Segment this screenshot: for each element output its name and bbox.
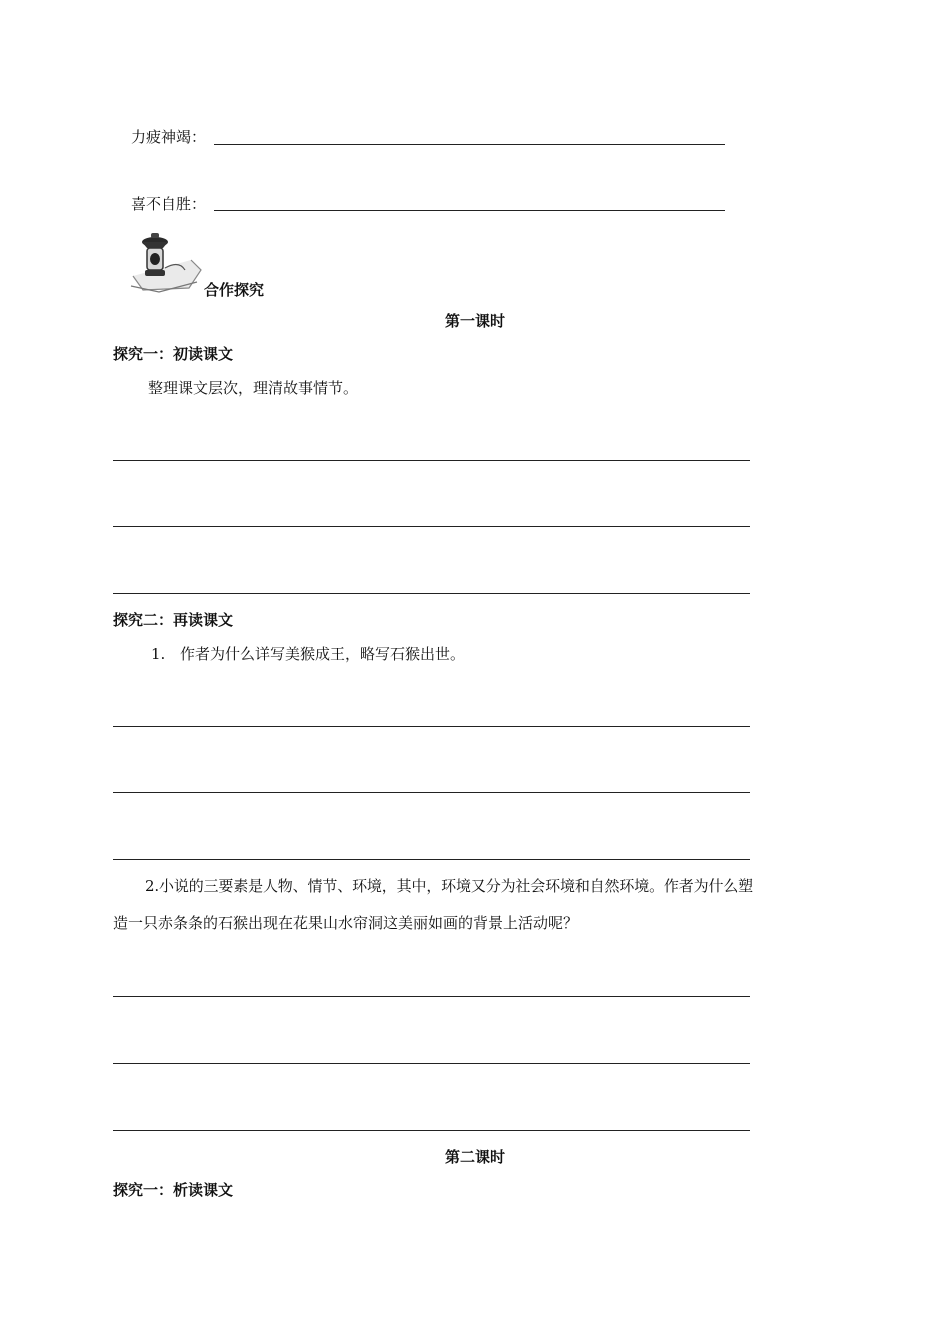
answer-line bbox=[214, 144, 725, 145]
answer-line bbox=[113, 792, 750, 793]
answer-line bbox=[113, 859, 750, 860]
question-1-number: 1. bbox=[151, 645, 166, 663]
answer-line bbox=[113, 1130, 750, 1131]
lesson1-part1-prompt: 整理课文层次，理清故事情节。 bbox=[148, 379, 359, 397]
lesson1-part1-heading: 探究一：初读课文 bbox=[113, 345, 234, 363]
question-2-line-2: 造一只赤条条的石猴出现在花果山水帘洞这美丽如画的背景上活动呢？ bbox=[113, 914, 579, 932]
lesson1-part2-heading: 探究二：再读课文 bbox=[113, 611, 234, 629]
answer-line bbox=[113, 726, 750, 727]
lesson2-title: 第二课时 bbox=[444, 1148, 505, 1166]
lesson1-title: 第一课时 bbox=[444, 312, 505, 330]
question-1-text: 作者为什么详写美猴成王，略写石猴出世。 bbox=[180, 645, 466, 663]
answer-line bbox=[214, 210, 725, 211]
answer-line bbox=[113, 526, 750, 527]
vocab-term-1: 力疲神竭： bbox=[131, 128, 207, 146]
answer-line bbox=[113, 1063, 750, 1064]
vocab-term-2: 喜不自胜： bbox=[131, 195, 207, 213]
answer-line bbox=[113, 460, 750, 461]
answer-line bbox=[113, 593, 750, 594]
answer-line bbox=[113, 996, 750, 997]
question-2-line-1: 2.小说的三要素是人物、情节、环境，其中，环境又分为社会环境和自然环境。作者为什么塑 bbox=[145, 877, 754, 895]
cooperation-heading: 合作探究 bbox=[204, 281, 265, 299]
lantern-icon bbox=[129, 230, 203, 296]
lesson2-part1-heading: 探究一：析读课文 bbox=[113, 1181, 234, 1199]
